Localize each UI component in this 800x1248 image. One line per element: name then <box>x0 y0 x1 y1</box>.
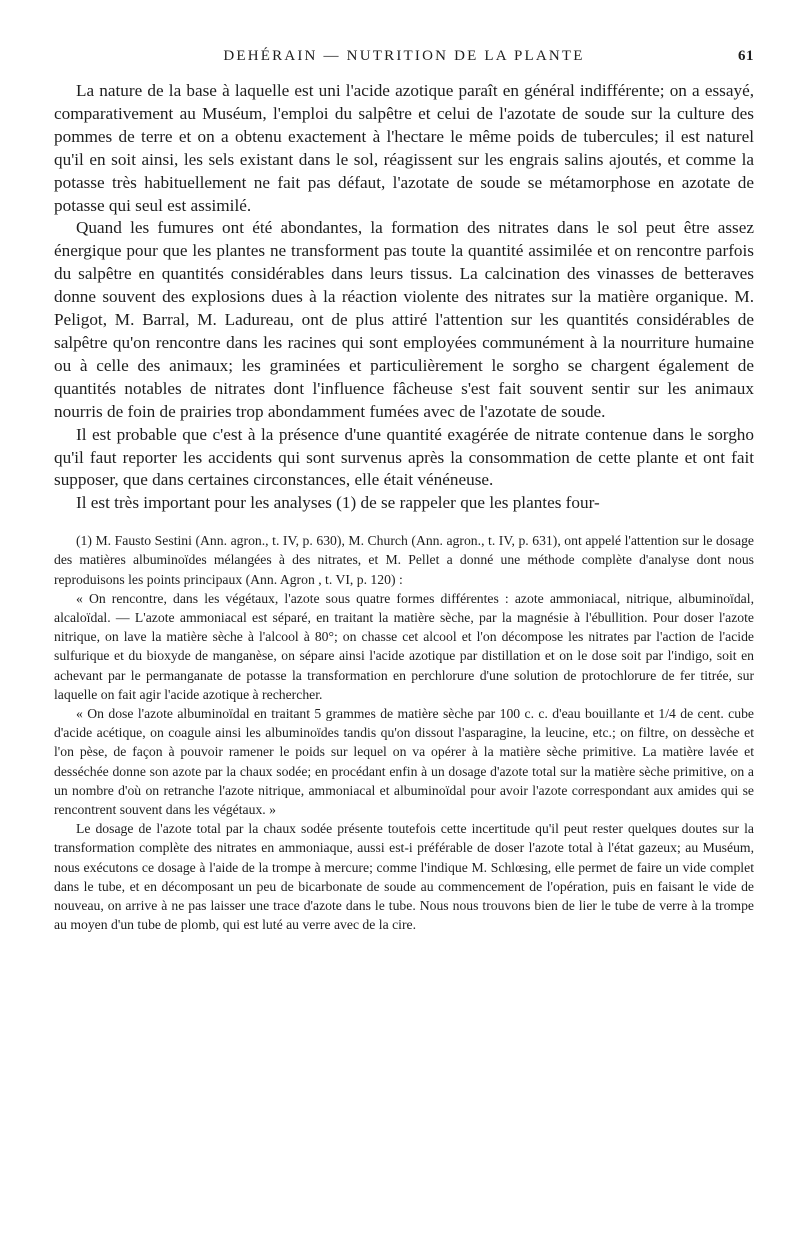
body-paragraph: La nature de la base à laquelle est uni l'acide azotique paraît en général indifférente; on a essayé, comparativement au Muséum, l'emploi du salpêtre et celui de l'azotate de soude sur la culture des pommes de terre et on a obtenu exactement à l'hectare le même poids de tubercules; il est naturel qu'il en soit ainsi, les sels existant dans le sol, réagissent sur les engrais salins ajoutés, et comme la potasse très habituellement ne fait pas défaut, l'azotate de soude se métamorphose en azotate de potasse qui seul est assimilé. <box>54 81 754 215</box>
running-title: DEHÉRAIN — NUTRITION DE LA PLANTE <box>223 48 585 64</box>
footnotes <box>54 531 754 934</box>
running-header <box>54 44 754 70</box>
footnote-paragraph: « On dose l'azote albuminoïdal en traitant 5 grammes de matière sèche par 100 c. c. d'eau bouillante et 1/4 de cent. cube d'acide acétique, on coagule ainsi les albuminoïdes tandis qu'on dissout l'asparagine, la leucine, etc.; on filtre, on dessèche et l'on pèse, de façon à pouvoir ramener le poids sur lequel on va opérer à la matière sèche primitive. La matière lavée et desséchée donne son azote par la chaux sodée; en procédant enfin à un dosage d'azote total sur la matière sèche primitive, on a un nombre d'où on retranche l'azote nitrique, ammoniacal et albuminoïdal pour avoir l'azote correspondant aux amides qui se rencontrent souvent dans les végétaux. » <box>54 706 754 818</box>
body-paragraph: Il est probable que c'est à la présence d'une quantité exagérée de nitrate contenue dans le sorgho qu'il faut reporter les accidents qui sont survenus après la consommation de cette plante et ont fait supposer, que dans certaines circonstances, elle était vénéneuse. <box>54 424 754 490</box>
footnote-paragraph: « On rencontre, dans les végétaux, l'azote sous quatre formes différentes : azote ammoniacal, nitrique, albuminoïdal, alcaloïdal. — L'azote ammoniacal est séparé, en traitant la matière sèche, par la magnésie à l'ébullition. Pour doser l'azote nitrique, on lave la matière sèche à l'alcool à 80°; on chasse cet alcool et l'on décompose les nitrates par l'action de l'acide sulfurique et du bioxyde de manganèse, on sépare ainsi l'acide azotique par distillation et on le dose soit par l'indigo, soit en achevant par le permanganate de potasse la transformation en perchlorure d'une solution de protochlorure de fer titrée, sur laquelle on fait agir l'acide azotique à rechercher. <box>54 590 754 702</box>
footnote-paragraph: (1) M. Fausto Sestini (Ann. agron., t. IV, p. 630), M. Church (Ann. agron., t. IV, p. 631), ont appelé l'attention sur le dosage des matières albuminoïdes mélangées à des nitrates, et M. Pellet a donné une méthode complète d'analyse dont nous reproduisons les points principaux (Ann. Agron , t. VI, p. 120) : <box>54 533 754 587</box>
body-paragraph: Quand les fumures ont été abondantes, la formation des nitrates dans le sol peut être assez énergique pour que les plantes ne transforment pas toute la quantité assimilée et on rencontre parfois du salpêtre en quantités considérables dans leurs tissus. La calcination des vinasses de betteraves donne souvent des explosions dues à la réaction violente des nitrates sur la matière organique. M. Peligot, M. Barral, M. Ladureau, ont de plus attiré l'attention sur les quantités considérables de salpêtre qu'on rencontre dans les racines qui sont employées communément à la nourriture humaine ou à celle des animaux; les graminées et particulièrement le sorgho se chargent également de quantités notables de nitrates dont l'influence fâcheuse s'est fait souvent sentir sur les animaux nourris de foin de prairies trop abondamment fumées avec de l'azotate de soude. <box>54 218 754 421</box>
body-paragraph: Il est très important pour les analyses (1) de se rappeler que les plantes four- <box>76 493 600 513</box>
footnote-paragraph: Le dosage de l'azote total par la chaux sodée présente toutefois cette incertitude qu'il peut rester quelques doutes sur la transformation complète des nitrates en ammoniaque, aussi est-i préférable de doser l'azote total à l'état gazeux; au Muséum, nous exécutons ce dosage à l'aide de la trompe à mercure; comme l'indique M. Schlœsing, elle permet de faire un vide complet dans le tube, et en décomposant un peu de bicarbonate de soude au commencement de l'opération, puis en faisant le vide de nouveau, on arrive à ne pas laisser une trace d'azote dans le tube. Nous nous trouvons bien de lier le tube de verre à la trompe au moyen d'un tube de plomb, qui est luté au verre avec de la cire. <box>54 821 754 933</box>
main-text <box>54 80 754 515</box>
page-number: 61 <box>738 48 754 64</box>
document-page <box>54 44 754 934</box>
